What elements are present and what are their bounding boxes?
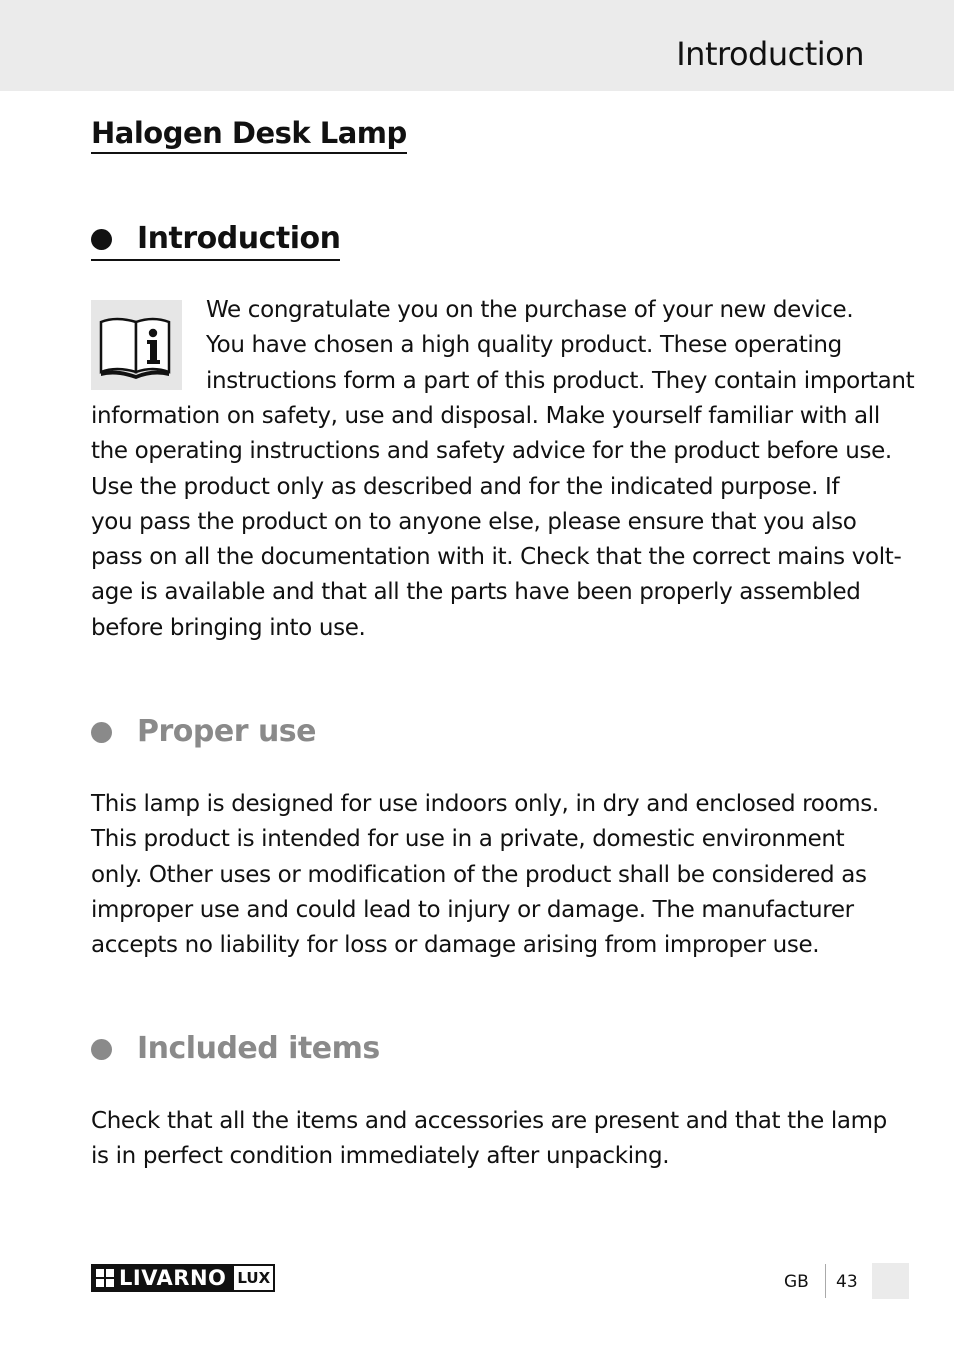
page-number: 43 [836, 1272, 858, 1292]
bullet-icon [91, 1039, 112, 1060]
brand-sub: LUX [232, 1264, 275, 1292]
intro-paragraph: information on safety, use and disposal. Make yourself familiar with all the operating instructions and safety advice for the product before use. Use the product only as described and for the indicated purpose. If you pass the product on to anyone else, please ensure that you also pass on all the documentation with it. Check that the correct mains volt- age is available and that all the parts have been properly assembled before bringing into use. [91, 403, 902, 641]
running-header-title: Introduction [676, 35, 864, 73]
info-book-icon [91, 300, 182, 390]
intro-paragraph-start: We congratulate you on the purchase of your new device. You have chosen a high quality product. These operating instructions form a part of this product. They contain important [206, 297, 915, 394]
section-heading-introduction [91, 219, 340, 261]
brand-mark-icon [96, 1269, 114, 1287]
bullet-icon [91, 722, 112, 743]
footer-divider [825, 1264, 826, 1298]
section-heading-label: Proper use [137, 714, 317, 749]
section-heading-label: Introduction [137, 221, 341, 256]
document-title: Halogen Desk Lamp [91, 114, 407, 154]
section-heading-label: Included items [137, 1031, 380, 1066]
brand-name: LIVARNO [119, 1265, 227, 1290]
section-heading-proper-use [91, 712, 316, 752]
footer-tab-marker [872, 1263, 909, 1299]
section-heading-included-items [91, 1029, 380, 1069]
included-items-paragraph: Check that all the items and accessories are present and that the lamp is in perfect condition immediately after unpacking. [91, 1108, 887, 1170]
brand-logo-main [91, 1264, 232, 1292]
proper-use-paragraph: This lamp is designed for use indoors only, in dry and enclosed rooms. This product is intended for use in a private, domestic environment only. Other uses or modification of the product shall be considered as improper use and could lead to injury or damage. The manufacturer accepts no liability for loss or damage arising from improper use. [91, 791, 879, 959]
language-code: GB [784, 1272, 809, 1292]
bullet-icon [91, 229, 112, 250]
brand-logo [91, 1264, 275, 1292]
